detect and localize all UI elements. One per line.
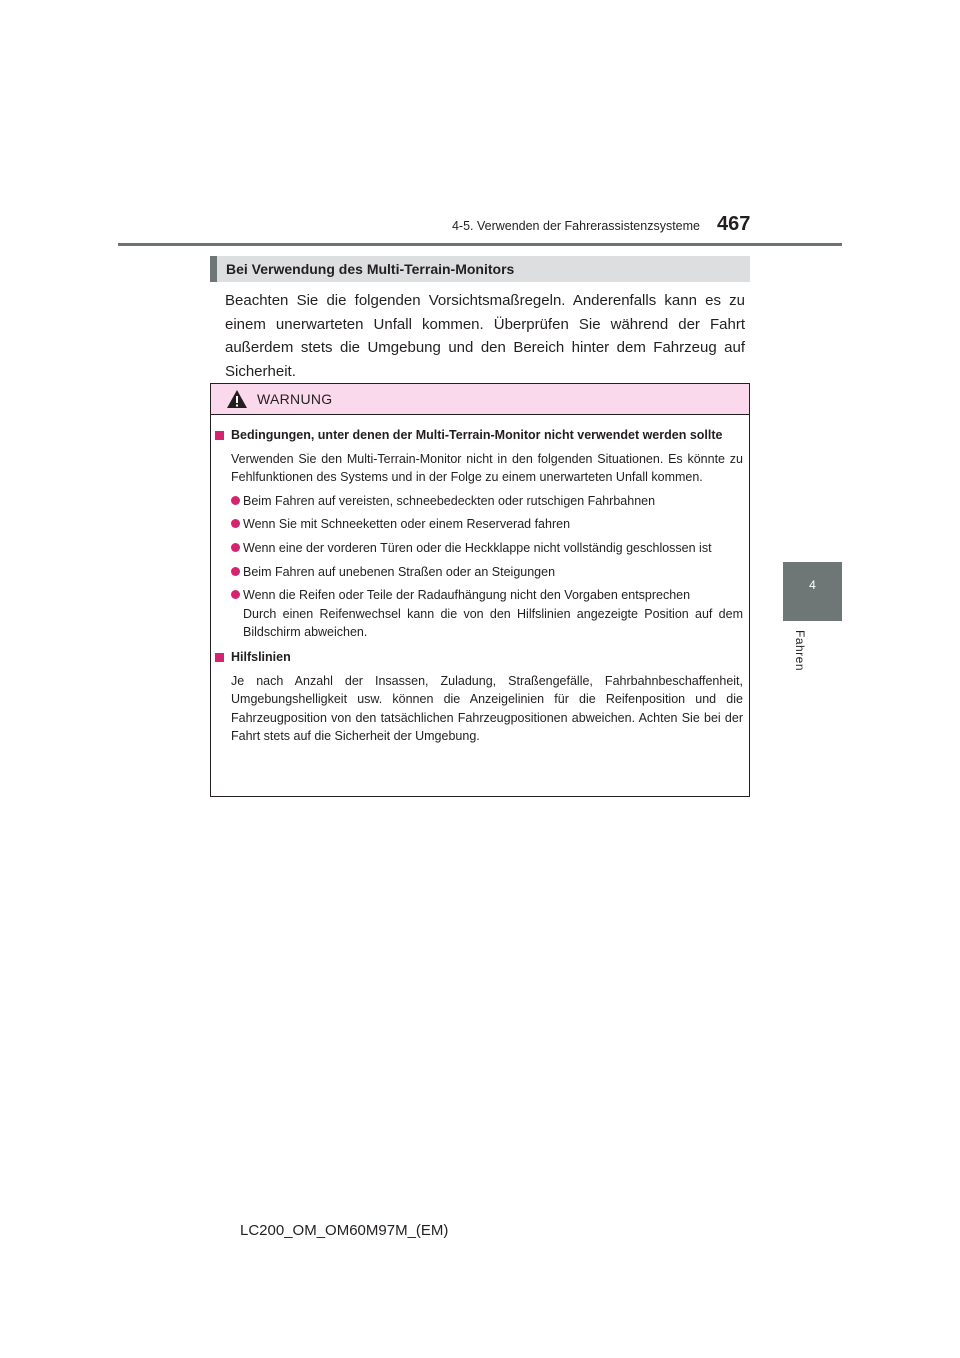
chapter-tab [783,562,842,621]
warning-subheading [215,426,743,445]
list-item-text: Wenn eine der vorderen Türen oder die Heckklappe nicht vollständig geschlossen ist [243,540,712,555]
warning-content [215,426,743,746]
warning-header [211,384,749,415]
section-heading-text: Bei Verwendung des Multi-Terrain-Monitors [226,261,515,277]
warning-triangle-icon [226,389,248,409]
square-bullet-icon [215,431,224,440]
header-section-title: 4-5. Verwenden der Fahrerassistenzsysteme [451,219,700,233]
list-item-text: Wenn die Reifen oder Teile der Radaufhängung nicht den Vorgaben entsprechen [243,588,691,603]
chapter-label: Fahren [793,630,807,672]
intro-paragraph: Beachten Sie die folgenden Vorsichtsmaßregeln. Anderenfalls kann es zu einem unerwarteten Unfall kommen. Überprüfen Sie während der Fahrt außerdem stets die Umgebung und den Bereich hinter dem Fahrzeug auf Sicherheit. [225,292,745,380]
list-item [215,539,743,558]
warning-subheading-text: Hilfslinien [231,649,291,664]
warning-title: WARNUNG [257,391,333,407]
header-divider [118,243,842,246]
warning-subheading [215,648,743,667]
document-code: LC200_OM_OM60M97M_(EM) [240,1222,449,1239]
section-heading [210,256,750,282]
warning-text: Je nach Anzahl der Insassen, Zuladung, Straßengefälle, Fahrbahnbeschaffenheit, Umgebungshelligkeit usw. können die Anzeigelinien für die Reifenposition und die Fahrzeugposition von den tatsächlichen Fahrzeugpositionen abweichen. Achten Sie bei der Fahrt stets auf die Sicherheit der Umgebung. [231,673,743,744]
list-item [215,586,743,642]
warning-text: Verwenden Sie den Multi-Terrain-Monitor nicht in den folgenden Situationen. Es könnte zu Fehlfunktionen des Systems und in der Folge zu einem unerwarteten Unfall kommen. [231,451,743,485]
warning-subheading-text: Bedingungen, unter denen der Multi-Terrain-Monitor nicht verwendet werden sollte [231,428,723,442]
list-item-text: Wenn Sie mit Schneeketten oder einem Reserverad fahren [243,517,571,532]
bullet-dot-icon [231,496,240,505]
bullet-dot-icon [231,519,240,528]
bullet-dot-icon [231,567,240,576]
list-item [215,563,743,582]
list-item [215,492,743,511]
page-number: 467 [717,213,751,235]
list-item-followup-text: Durch einen Reifenwechsel kann die von den Hilfslinien angezeigte Position auf dem Bildschirm abweichen. [243,606,743,640]
list-item-text: Beim Fahren auf vereisten, schneebedeckten oder rutschigen Fahrbahnen [243,493,656,508]
square-bullet-icon [215,653,224,662]
chapter-number: 4 [809,578,816,592]
warning-box [210,383,750,797]
list-item-text: Beim Fahren auf unebenen Straßen oder an Steigungen [243,564,556,579]
list-item [215,515,743,534]
bullet-dot-icon [231,543,240,552]
bullet-dot-icon [231,590,240,599]
